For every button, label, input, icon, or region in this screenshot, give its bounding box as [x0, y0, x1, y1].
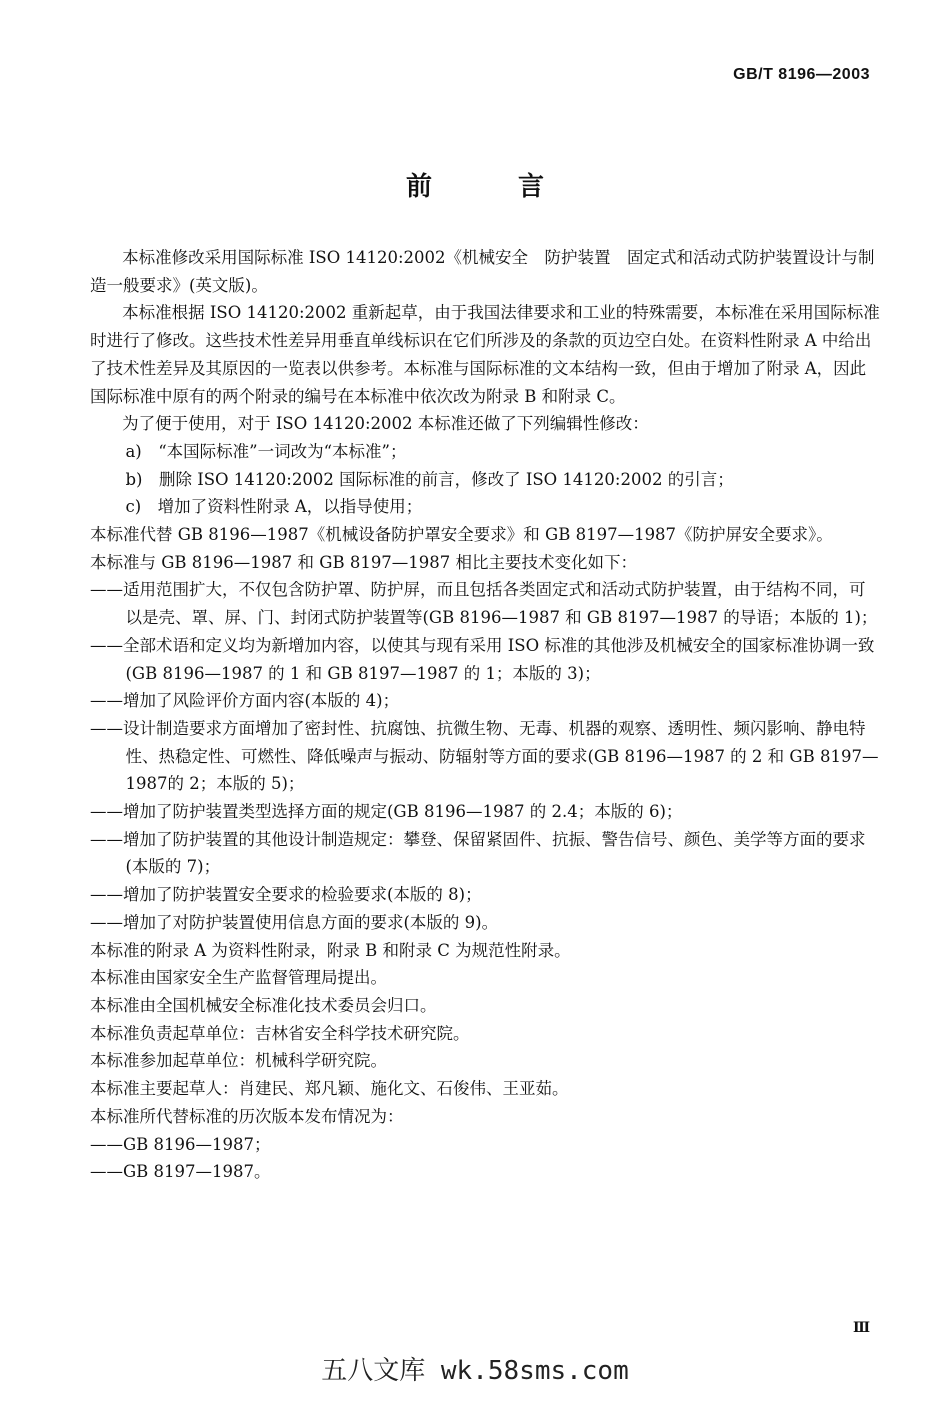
- paragraph-drafting-unit: 本标准负责起草单位：吉林省安全科学技术研究院。: [90, 1023, 470, 1043]
- paragraph-history-intro: 本标准所代替标准的历次版本发布情况为：: [90, 1106, 404, 1126]
- change-item: ——增加了防护装置安全要求的检验要求(本版的 8)；: [90, 885, 482, 905]
- paragraph-annex: 本标准的附录 A 为资料性附录，附录 B 和附录 C 为规范性附录。: [90, 940, 571, 960]
- document-body: [90, 244, 880, 1186]
- change-item: ——适用范围扩大，不仅包含防护罩、防护屏，而且包括各类固定式和活动式防护装置，由于结构不同，可以是壳、罩、屏、门、封闭式防护装置等(GB 8196—1987 和 GB 8197—1987 的导语；本版的 1)；: [90, 580, 878, 628]
- page-title: 前 言: [405, 172, 574, 202]
- watermark-text: 五八文库 wk.58sms.com: [321, 1356, 629, 1386]
- list-item-b: b) 删除 ISO 14120:2002 国际标准的前言，修改了 ISO 14120:2002 的引言；: [125, 469, 734, 489]
- paragraph-modification: 本标准根据 ISO 14120:2002 重新起草，由于我国法律要求和工业的特殊需要，本标准在采用国际标准时进行了修改。这些技术性差异用垂直单线标识在它们所涉及的条款的页边空白处。在资料性附录 A 中给出了技术性差异及其原因的一览表以供参考。本标准与国际标准的文本结构一致，但由于增加了附录 A，因此国际标准中原有的两个附录的编号在本标准中依次改为附录 B 和附录 C。: [90, 303, 880, 406]
- list-item-c: c) 增加了资料性附录 A，以指导使用；: [125, 497, 423, 517]
- paragraph-changes-intro: 本标准与 GB 8196—1987 和 GB 8197—1987 相比主要技术变化如下：: [90, 552, 638, 572]
- change-item: ——设计制造要求方面增加了密封性、抗腐蚀、抗微生物、无毒、机器的观察、透明性、频闪影响、静电特性、热稳定性、可燃性、降低噪声与振动、防辐射等方面的要求(GB 8196—1987 的 2 和 GB 8197—1987的 2；本版的 5)；: [90, 718, 879, 794]
- standard-code: GB/T 8196—2003: [733, 66, 870, 83]
- paragraph-proposed-by: 本标准由国家安全生产监督管理局提出。: [90, 968, 387, 988]
- paragraph-participating-unit: 本标准参加起草单位：机械科学研究院。: [90, 1051, 387, 1071]
- paragraph-editorial-intro: 为了便于使用，对于 ISO 14120:2002 本标准还做了下列编辑性修改：: [122, 414, 649, 434]
- paragraph-adoption: 本标准修改采用国际标准 ISO 14120:2002《机械安全 防护装置 固定式和活动式防护装置设计与制造一般要求》(英文版)。: [90, 248, 875, 295]
- change-item: ——增加了风险评价方面内容(本版的 4)；: [90, 691, 400, 711]
- change-item: ——全部术语和定义均为新增加内容，以使其与现有采用 ISO 标准的其他涉及机械安全的国家标准协调一致(GB 8196—1987 的 1 和 GB 8197—1987 的 1；本版的 3)；: [90, 635, 875, 683]
- history-item: ——GB 8197—1987。: [90, 1162, 271, 1182]
- page-number: Ⅲ: [852, 1320, 870, 1336]
- paragraph-centralized-by: 本标准由全国机械安全标准化技术委员会归口。: [90, 995, 437, 1015]
- change-item: ——增加了对防护装置使用信息方面的要求(本版的 9)。: [90, 912, 499, 932]
- change-item: ——增加了防护装置类型选择方面的规定(GB 8196—1987 的 2.4；本版的 6)；: [90, 802, 683, 822]
- history-item: ——GB 8196—1987；: [90, 1134, 271, 1154]
- change-item: ——增加了防护装置的其他设计制造规定：攀登、保留紧固件、抗振、警告信号、颜色、美学等方面的要求(本版的 7)；: [90, 829, 866, 877]
- paragraph-drafters: 本标准主要起草人：肖建民、郑凡颖、施化文、石俊伟、王亚茹。: [90, 1079, 569, 1099]
- list-item-a: a) “本国际标准”一词改为“本标准”；: [125, 441, 407, 461]
- paragraph-replaces: 本标准代替 GB 8196—1987《机械设备防护罩安全要求》和 GB 8197—1987《防护屏安全要求》。: [90, 525, 833, 545]
